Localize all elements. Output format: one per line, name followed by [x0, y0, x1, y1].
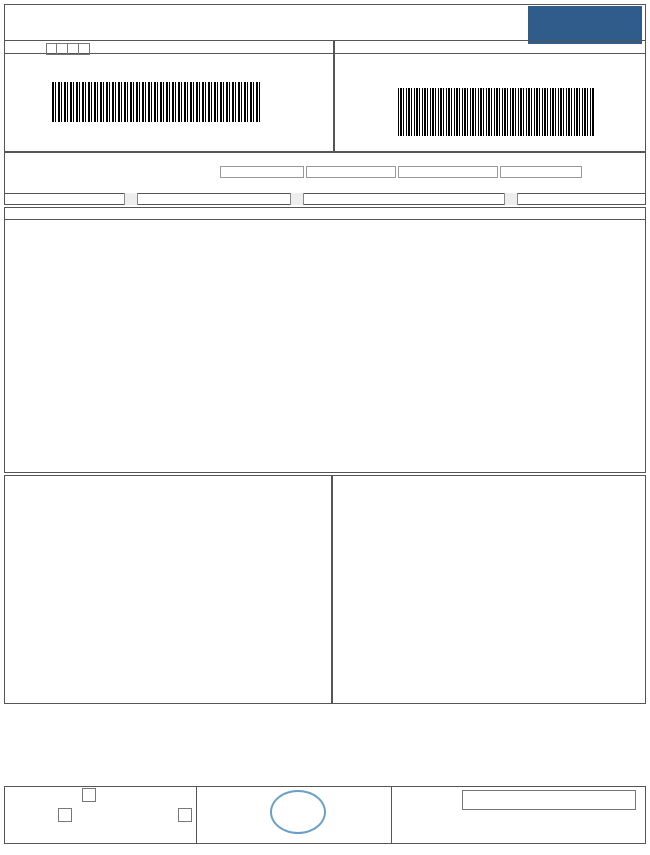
lower-left-rows: [4, 475, 332, 704]
side-liquidacion: [339, 560, 349, 640]
year-boxes: [46, 43, 90, 55]
salvedades-box[interactable]: [178, 808, 192, 822]
patrimonio-row: [4, 193, 646, 205]
nombre2-value: [500, 166, 582, 178]
form-number-box: [528, 6, 642, 44]
linear-barcode: [398, 88, 594, 136]
pago-total-box: [462, 790, 636, 810]
declarant-side-label: [5, 152, 17, 180]
side-impuesto: [339, 477, 349, 557]
side-ganancias: [5, 652, 15, 702]
code-31: [504, 193, 518, 205]
cedula-rows: [4, 220, 646, 448]
code-30: [290, 193, 304, 205]
year-digit: [46, 43, 57, 55]
year-digit: [79, 43, 90, 55]
cod-representacion-box[interactable]: [82, 788, 96, 802]
year-digit: [57, 43, 68, 55]
cod-contador-box[interactable]: [58, 808, 72, 822]
year-digit: [68, 43, 79, 55]
nombre1-value: [398, 166, 498, 178]
extra-rows: [4, 448, 646, 473]
side-dividendos: [5, 545, 15, 645]
pdf417-barcode: [52, 82, 262, 122]
apellido2-value: [306, 166, 396, 178]
side-pensiones: [5, 490, 15, 550]
apellido1-value: [220, 166, 304, 178]
code-29: [124, 193, 138, 205]
dian-seal: [270, 790, 326, 834]
totals-rows: [4, 704, 646, 732]
lower-right-rows: [332, 475, 646, 704]
table-header: [4, 207, 646, 220]
